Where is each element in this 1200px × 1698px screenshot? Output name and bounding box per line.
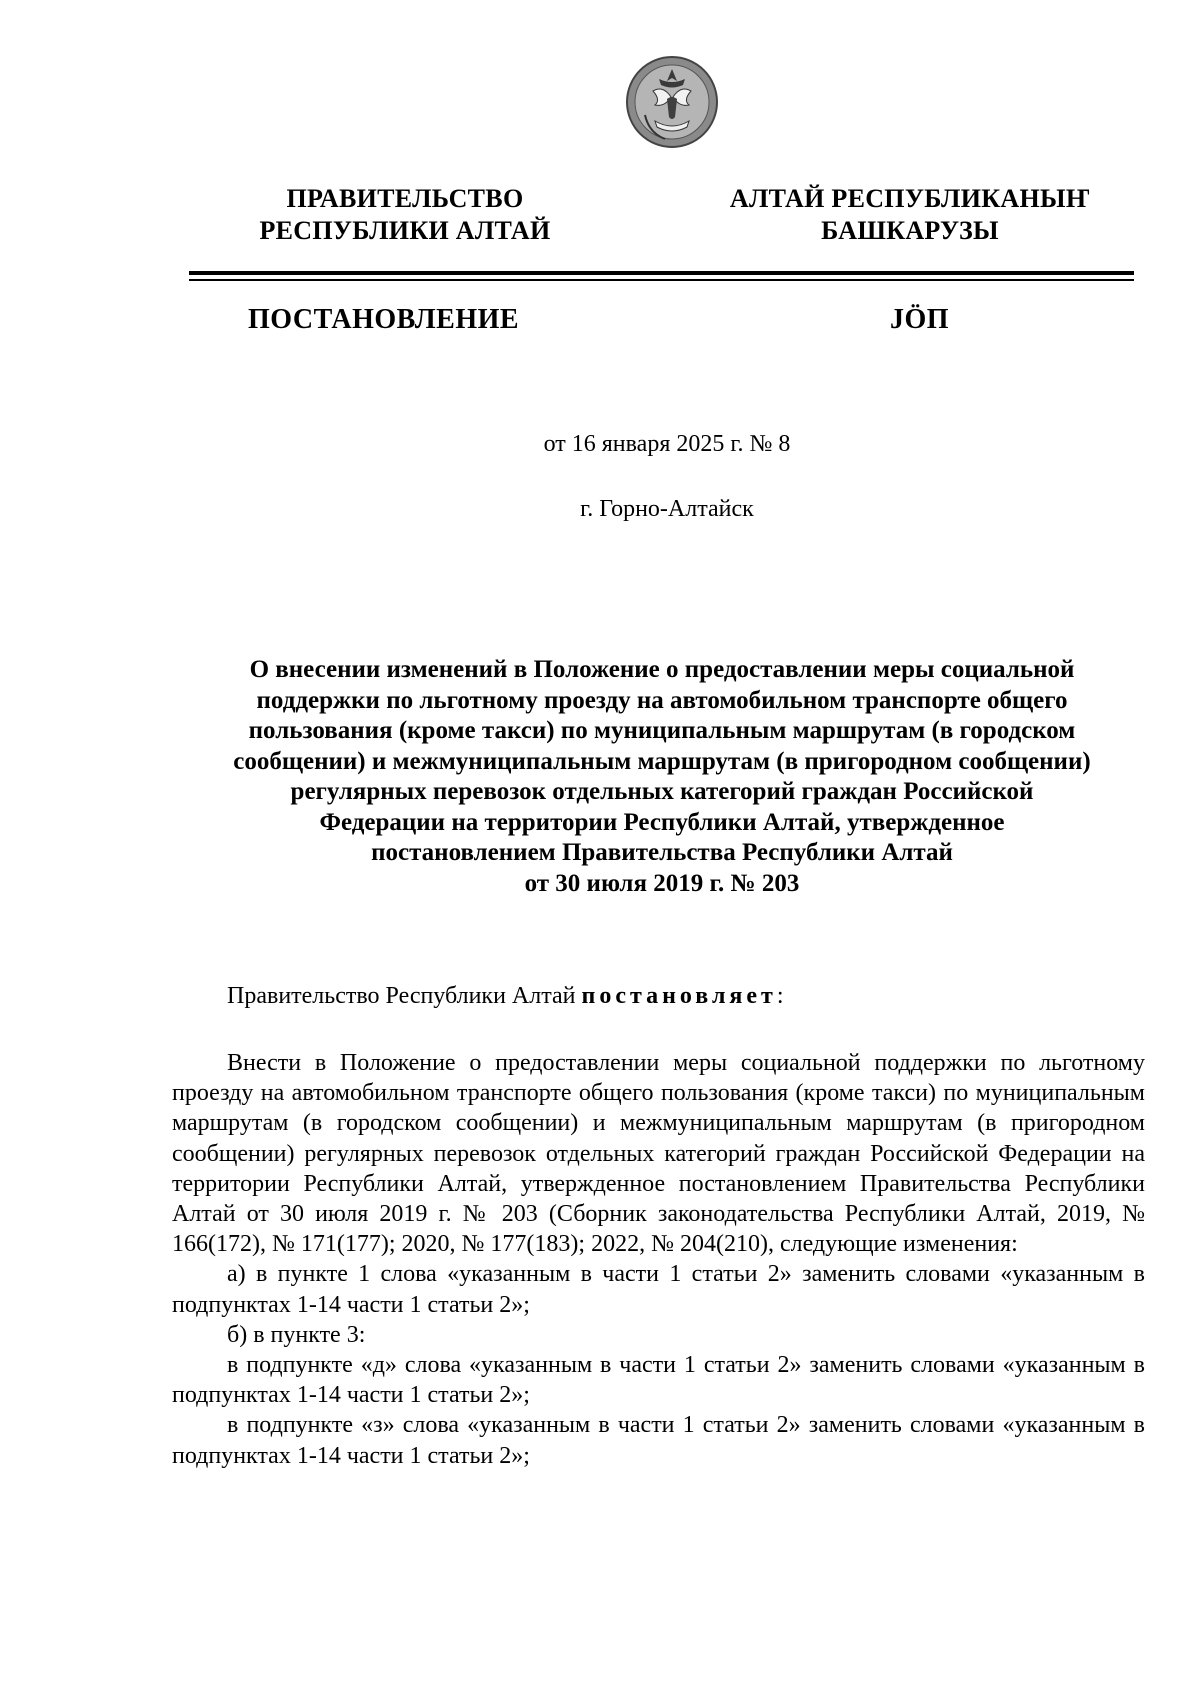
coat-of-arms-icon [625,55,719,149]
doc-type-russian: ПОСТАНОВЛЕНИЕ [248,304,520,335]
header-right-line-2: БАШКАРУЗЫ [821,216,999,245]
body-item-a: а) в пункте 1 слова «указанным в части 1 статьи 2» заменить словами «указанным в подпунктах 1-14 части 1 статьи 2»; [172,1261,1145,1318]
title-line: регулярных перевозок отдельных категорий граждан Российской [290,778,1034,805]
doc-type-altai: JӦП [890,304,950,335]
intro-colon: : [776,983,784,1009]
title-line: поддержки по льготному проезду на автомобильном транспорте общего [256,686,1068,714]
document-title [172,655,1152,899]
intro-emphasis: постановляет [581,983,777,1009]
body-item-b: б) в пункте 3: [227,1321,366,1348]
header-left-line-1: ПРАВИТЕЛЬСТВО [286,184,524,213]
document-date-number: от 16 января 2025 г. № 8 [543,431,791,457]
header-right-line-1: АЛТАЙ РЕСПУБЛИКАНЫҤ [729,184,1091,213]
title-line: постановлением Правительства Республики Алтай [371,839,953,866]
title-line: О внесении изменений в Положение о предоставлении меры социальной [249,656,1075,683]
title-line: сообщении) и межмуниципальным маршрутам (в пригородном сообщении) [233,747,1091,775]
title-line: от 30 июля 2019 г. № 203 [524,869,800,897]
header-left-block [195,183,615,247]
coat-of-arms-emblem [625,55,719,149]
header-divider-thick [189,271,1134,275]
header-left-line-2: РЕСПУБЛИКИ АЛТАЙ [259,216,551,245]
document-place: г. Горно-Алтайск [580,496,754,522]
title-line: Федерации на территории Республики Алтай, утвержденное [319,808,1005,836]
header-right-block [700,183,1120,247]
body-paragraph-main: Внести в Положение о предоставлении меры социальной поддержки по льготному проезду на автомобильном транспорте общего пользования (кроме такси) по муниципальным маршрутам (в городском сообщении) и межмуниципальным маршрутам (в пригородном сообщении) регулярных перевозок отдельных категорий граждан Российской Федерации на территории Республики Алтай, утвержденное постановлением Правительства Республики Алтай от 30 июля 2019 г. № 203 (Сборник законодательства Республики Алтай, 2019, № 166(172), № 171(177); 2020, № 177(183); 2022, № 204(210), следующие изменения: [172,1050,1145,1258]
body-subitem-z: в подпункте «з» слова «указанным в части 1 статьи 2» заменить словами «указанным в подпунктах 1-14 части 1 статьи 2»; [172,1412,1145,1469]
document-body [172,1048,1145,1471]
title-line: пользования (кроме такси) по муниципальным маршрутам (в городском [248,717,1076,744]
resolution-intro [227,983,784,1010]
body-subitem-d: в подпункте «д» слова «указанным в части 1 статьи 2» заменить словами «указанным в подпунктах 1-14 части 1 статьи 2»; [172,1352,1145,1409]
intro-text: Правительство Республики Алтай [227,983,582,1009]
header-divider-thin [189,279,1134,281]
